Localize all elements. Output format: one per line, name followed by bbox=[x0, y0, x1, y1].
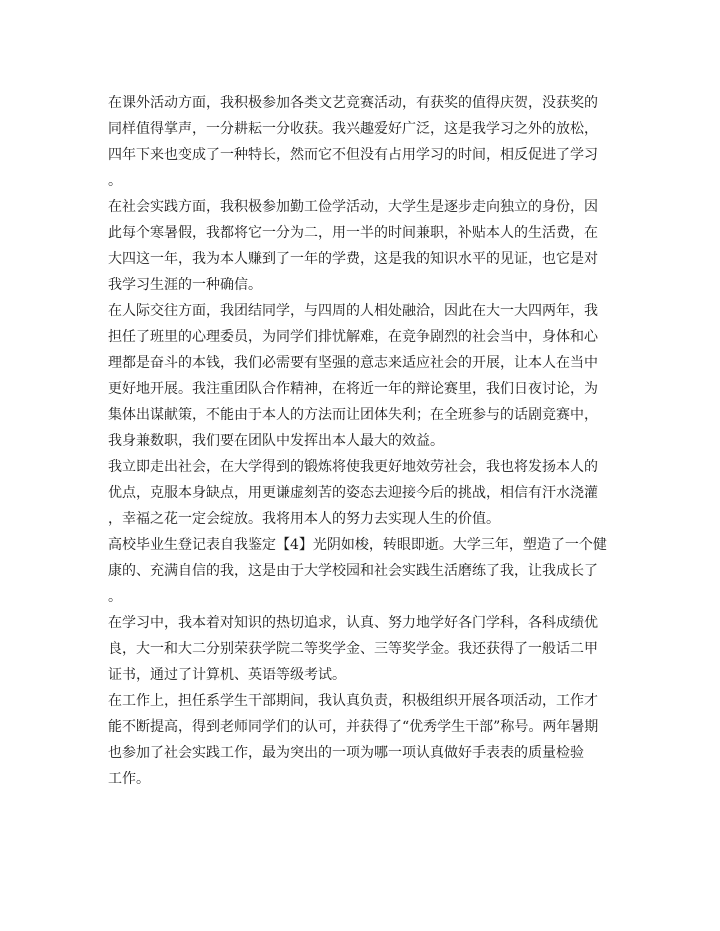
paragraph-study bbox=[108, 610, 618, 688]
text-line: 能不断提高，得到老师同学们的认可，并获得了“优秀学生干部”称号。两年暑期 bbox=[108, 719, 599, 735]
text-line: 在学习中，我本着对知识的热切追求，认真、努力地学好各门学科，各科成绩优 bbox=[108, 615, 598, 631]
text-line: 担任了班里的心理委员，为同学们排忧解难，在竞争剧烈的社会当中，身体和心 bbox=[108, 329, 598, 345]
text-line: 证书，通过了计算机、英语等级考试。 bbox=[108, 667, 346, 683]
text-line: 我立即走出社会，在大学得到的锻炼将使我更好地效劳社会，我也将发扬本人的 bbox=[108, 459, 598, 475]
text-line: 工作。 bbox=[108, 771, 150, 787]
paragraph-entering-society bbox=[108, 454, 618, 532]
text-line: 在人际交往方面，我团结同学，与四周的人相处融洽，因此在大一大四两年，我 bbox=[108, 303, 598, 319]
text-line: 高校毕业生登记表自我鉴定【4】光阴如梭，转眼即逝。大学三年，塑造了一个健 bbox=[108, 537, 607, 553]
text-line: 优点，克服本身缺点，用更谦虚刻苦的姿态去迎接今后的挑战，相信有汗水浇灌 bbox=[108, 485, 598, 501]
text-line: 良，大一和大二分别荣获学院二等奖学金、三等奖学金。我还获得了一般话二甲 bbox=[108, 641, 598, 657]
text-line: 。 bbox=[108, 589, 122, 605]
text-line: 。 bbox=[108, 173, 122, 189]
paragraph-social-practice bbox=[108, 194, 618, 298]
text-line: 大四这一年，我为本人赚到了一年的学费，这是我的知识水平的见证，也它是对 bbox=[108, 251, 598, 267]
text-line: 在工作上，担任系学生干部期间，我认真负责，积极组织开展各项活动，工作才 bbox=[108, 693, 598, 709]
text-line: 四年下来也变成了一种特长，然而它不但没有占用学习的时间，相反促进了学习 bbox=[108, 147, 598, 163]
paragraph-extracurricular bbox=[108, 90, 618, 194]
text-line: 康的、充满自信的我，这是由于大学校园和社会实践生活磨练了我，让我成长了 bbox=[108, 563, 598, 579]
text-line: 同样值得掌声，一分耕耘一分收获。我兴趣爱好广泛，这是我学习之外的放松， bbox=[108, 121, 598, 137]
text-line: ，幸福之花一定会绽放。我将用本人的努力去实现人生的价值。 bbox=[108, 511, 500, 527]
text-line: 理都是奋斗的本钱，我们必需要有坚强的意志来适应社会的开展，让本人在当中 bbox=[108, 355, 598, 371]
paragraph-section-4-intro bbox=[108, 532, 618, 610]
text-line: 也参加了社会实践工作，最为突出的一项为哪一项认真做好手表表的质量检验 bbox=[108, 745, 584, 761]
document-body bbox=[108, 90, 618, 792]
text-line: 在课外活动方面，我积极参加各类文艺竞赛活动，有获奖的值得庆贺，没获奖的 bbox=[108, 95, 598, 111]
text-line: 更好地开展。我注重团队合作精神，在将近一年的辩论赛里，我们日夜讨论，为 bbox=[108, 381, 598, 397]
text-line: 我学习生涯的一种确信。 bbox=[108, 277, 262, 293]
text-line: 我身兼数职，我们要在团队中发挥出本人最大的效益。 bbox=[108, 433, 444, 449]
paragraph-interpersonal bbox=[108, 298, 618, 454]
text-line: 此每个寒暑假，我都将它一分为二，用一半的时间兼职，补贴本人的生活费，在 bbox=[108, 225, 598, 241]
paragraph-work bbox=[108, 688, 618, 792]
text-line: 在社会实践方面，我积极参加勤工俭学活动，大学生是逐步走向独立的身份，因 bbox=[108, 199, 598, 215]
text-line: 集体出谋献策，不能由于本人的方法而让团体失利；在全班参与的话剧竞赛中， bbox=[108, 407, 598, 423]
